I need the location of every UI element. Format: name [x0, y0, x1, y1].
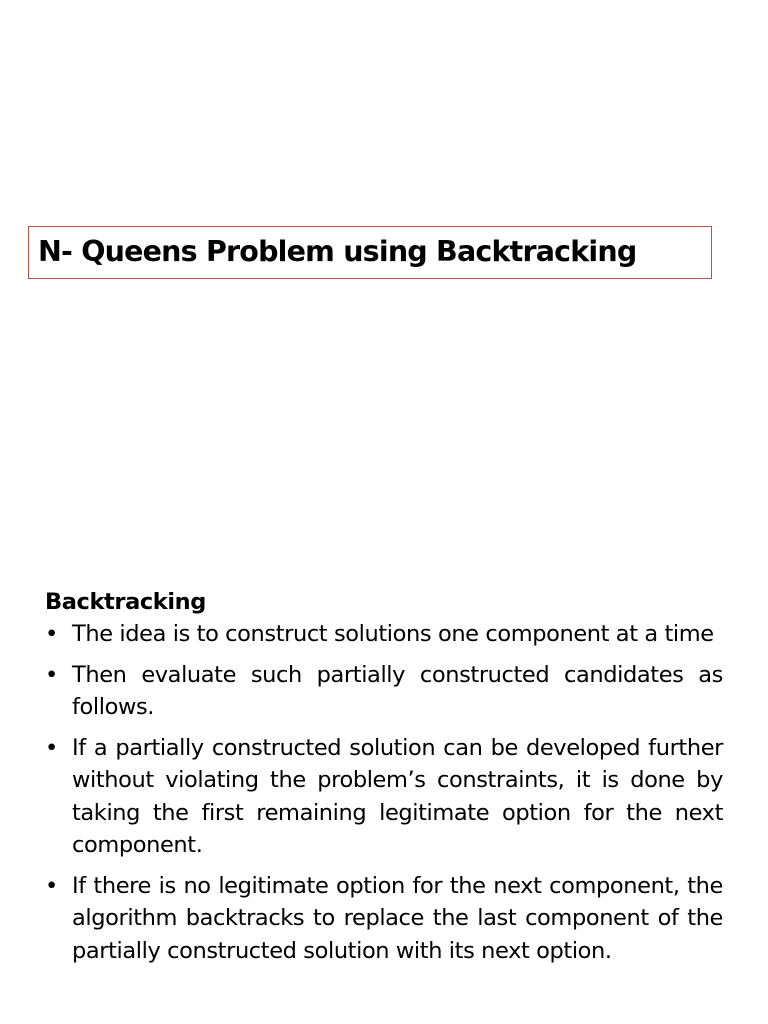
bullet-item-1: [45, 618, 723, 651]
bullet-item-2: [45, 659, 723, 724]
bullet-list: [45, 618, 723, 967]
bullet-text: Then evaluate such partially constructed candidates as follows.: [72, 661, 723, 720]
bullet-text: If there is no legitimate option for the next component, the algorithm backtracks to replace the last component of the partially constructed solution with its next option.: [72, 872, 723, 964]
bullet-icon: •: [45, 872, 58, 899]
title-box: [28, 226, 712, 279]
bullet-text: The idea is to construct solutions one component at a time: [72, 621, 714, 647]
section-heading: Backtracking: [45, 589, 207, 615]
content-area: [45, 586, 723, 975]
bullet-icon: •: [45, 661, 58, 688]
bullet-item-3: [45, 732, 723, 862]
bullet-icon: •: [45, 734, 58, 761]
slide-title: N- Queens Problem using Backtracking: [38, 235, 637, 269]
bullet-icon: •: [45, 621, 58, 647]
bullet-text: If a partially constructed solution can be developed further without violating the problem’s constraints, it is done by taking the first remaining legitimate option for the next component.: [72, 734, 723, 858]
bullet-item-4: [45, 870, 723, 968]
